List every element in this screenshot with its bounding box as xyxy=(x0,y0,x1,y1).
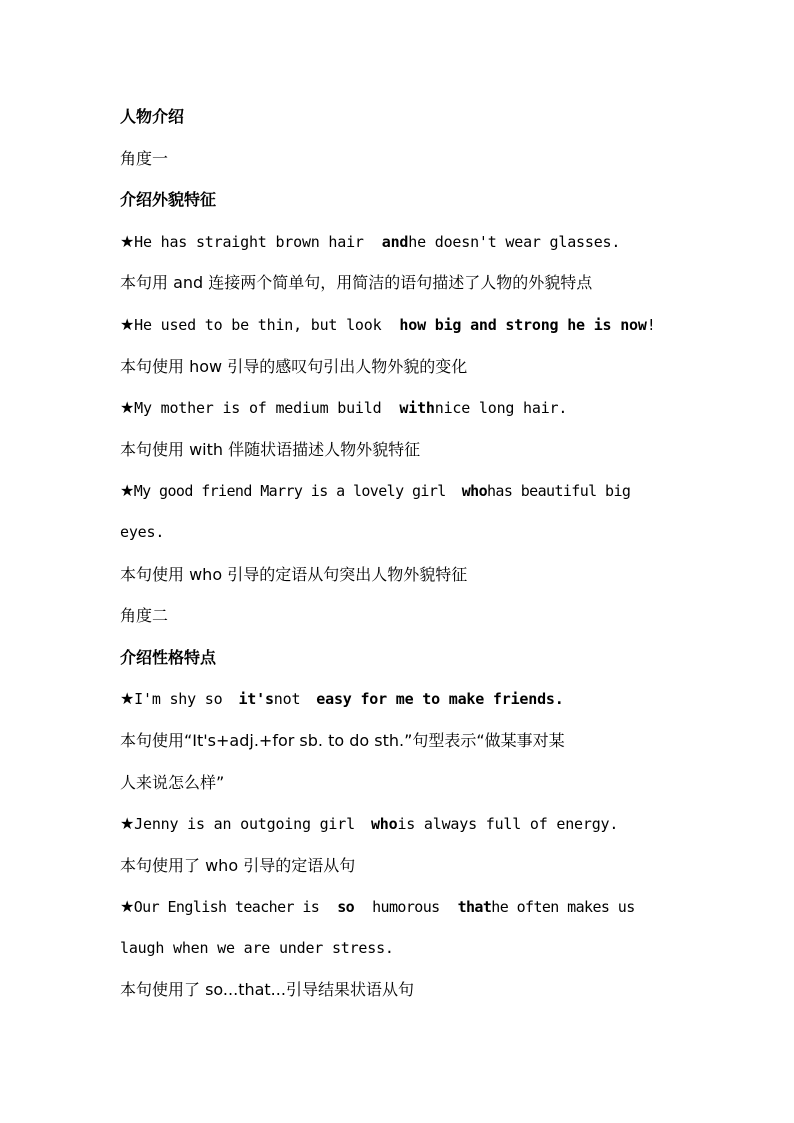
sentence-text: I'm shy so xyxy=(134,690,223,709)
example-sentence-4 xyxy=(120,470,690,512)
sentence-text: he often makes us xyxy=(491,898,635,917)
example-sentence-7-continued: laugh when we are under stress. xyxy=(120,938,394,957)
star-icon: ★ xyxy=(120,481,134,501)
example-sentence-6 xyxy=(120,803,690,845)
example-note-7: 本句使用了 so...that...引导结果状语从句 xyxy=(120,980,414,1000)
angle-2-heading: 介绍性格特点 xyxy=(120,647,217,667)
angle-1-label: 角度一 xyxy=(120,148,169,168)
example-note-5a: 本句使用“It's+adj.+for sb. to do sth.”句型表示“做某事对某 xyxy=(120,730,565,750)
sentence-text: He has straight brown hair xyxy=(134,232,364,251)
sentence-text: has beautiful big xyxy=(487,482,631,501)
example-sentence-4-continued: eyes. xyxy=(120,522,165,541)
angle-2-label: 角度二 xyxy=(120,606,169,626)
star-icon: ★ xyxy=(120,314,135,334)
sentence-highlight: who xyxy=(461,482,487,501)
sentence-text: nice long hair. xyxy=(434,399,568,418)
sentence-text: he doesn't wear glasses. xyxy=(408,232,621,251)
example-note-6: 本句使用了 who 引导的定语从句 xyxy=(120,855,356,875)
example-note-3: 本句使用 with 伴随状语描述人物外貌特征 xyxy=(120,439,421,459)
sentence-highlight: with xyxy=(399,399,435,418)
star-icon: ★ xyxy=(120,398,135,418)
sentence-highlight: and xyxy=(381,232,409,251)
example-note-2: 本句使用 how 引导的感叹句引出人物外貌的变化 xyxy=(120,356,468,376)
example-sentence-7 xyxy=(120,886,690,928)
example-sentence-5 xyxy=(120,678,690,720)
sentence-text: My good friend Marry is a lovely girl xyxy=(133,482,446,501)
sentence-highlight: who xyxy=(370,815,398,834)
example-sentence-3 xyxy=(120,387,690,429)
angle-1-heading: 介绍外貌特征 xyxy=(120,190,217,210)
sentence-text: My mother is of medium build xyxy=(134,399,382,418)
example-sentence-1 xyxy=(120,221,690,263)
sentence-highlight: how big and strong he is now xyxy=(399,315,647,334)
sentence-highlight: that xyxy=(457,898,492,917)
sentence-highlight: easy for me to make friends. xyxy=(316,690,564,709)
sentence-text: humorous xyxy=(372,898,440,917)
sentence-highlight: so xyxy=(337,898,355,917)
sentence-text: is always full of energy. xyxy=(397,815,619,834)
example-sentence-2 xyxy=(120,304,690,346)
example-note-1: 本句用 and 连接两个简单句，用简洁的语句描述了人物的外貌特点 xyxy=(120,273,593,293)
star-icon: ★ xyxy=(120,897,134,917)
star-icon: ★ xyxy=(120,231,135,251)
sentence-text: not xyxy=(273,690,301,709)
example-note-5b: 人来说怎么样” xyxy=(120,772,225,792)
sentence-highlight: it's xyxy=(238,690,274,709)
sentence-text: Jenny is an outgoing girl xyxy=(134,815,355,834)
sentence-text: He used to be thin, but look xyxy=(134,315,382,334)
example-note-4: 本句使用 who 引导的定语从句突出人物外貌特征 xyxy=(120,564,468,584)
document-title: 人物介绍 xyxy=(120,107,185,126)
star-icon: ★ xyxy=(120,689,135,709)
sentence-text: Our English teacher is xyxy=(133,898,320,917)
sentence-text: ! xyxy=(646,315,656,334)
star-icon: ★ xyxy=(120,814,135,834)
document-page xyxy=(120,96,690,1011)
